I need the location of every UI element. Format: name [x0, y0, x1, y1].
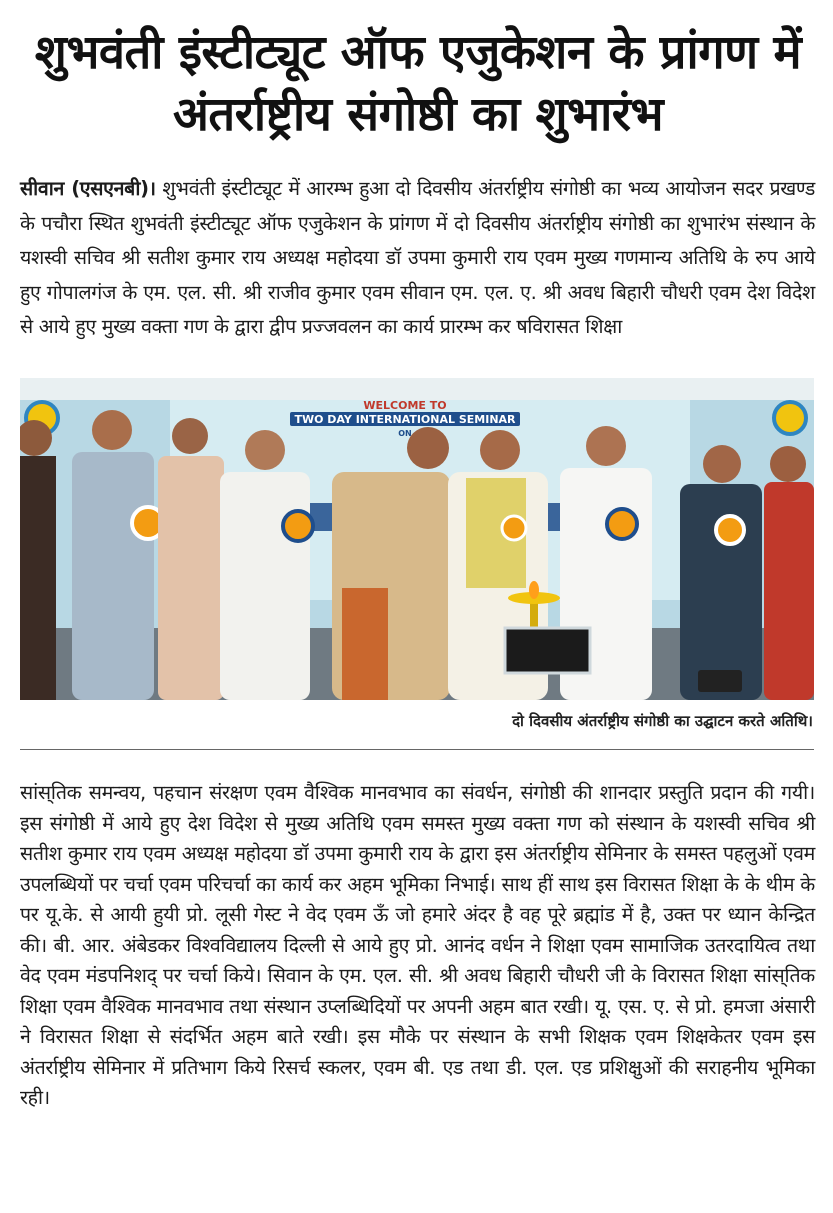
article-intro-text: शुभवंती इंस्टीट्यूट में आरम्भ हुआ दो दिवसीय अंतर्राष्ट्रीय संगोष्ठी का भव्य आयोजन सदर प्रखण्ड के पचौरा स्थित शुभवंती इंस्टीट्यूट ऑफ एजुकेशन के प्रांगण में दो दिवसीय अंतर्राष्ट्रीय संगोष्ठी का शुभारंभ संस्थान के यशस्वी सचिव श्री सतीश कुमार राय अध्यक्ष महोदया डॉ उपमा कुमारी राय एवम मुख्य गणमान्य अतिथि के रुप आये हुए गोपालगंज के एम. एल. सी. श्री राजीव कुमार एवम सीवान एम. एल. ए. श्री अवध बिहारी चौधरी एवम देश विदेश से आये हुए मुख्य वक्ता गण के द्वारा द्वीप प्रज्जवलन का कार्य प्रारम्भ कर षविरासत शिक्षा: [20, 177, 816, 338]
article-intro: [20, 172, 815, 345]
guest-3: [158, 418, 224, 700]
event-photo-illustration: [20, 378, 814, 700]
foreground-phone: [698, 670, 742, 692]
article-headline: शुभवंती इंस्टीट्यूट ऑफ एजुकेशन के प्रांगण में अंतर्राष्ट्रीय संगोष्ठी का शुभारंभ: [34, 25, 802, 142]
institute-logo-right-icon: [774, 402, 806, 434]
banner-seminar-text: TWO DAY INTERNATIONAL SEMINAR: [294, 413, 516, 426]
ceiling-strip: [20, 378, 814, 400]
banner-on-text: ON: [398, 429, 412, 438]
event-photo: [20, 378, 814, 700]
photo-caption: दो दिवसीय अंतर्राष्ट्रीय संगोष्ठी का उद्घाटन करते अतिथि।: [512, 712, 813, 730]
clipped-previous-article-strip: [0, 0, 833, 8]
guest-1: [20, 420, 56, 700]
article-body: सांस्‌तिक समन्वय, पहचान संरक्षण एवम वैश्विक मानवभाव का संवर्धन, संगोष्ठी की शानदार प्रस्तुति प्रदान की गयी। इस संगोष्ठी में आये हुए देश विदेश से मुख्य अतिथि एवम समस्त मुख्य वक्ता गण को संस्थान के यशस्वी सचिव श्री सतीश कुमार राय एवम अध्यक्ष महोदया डॉ उपमा कुमारी राय के द्वारा इस अंतर्राष्ट्रीय सेमिनार के समस्त पहलुओं एवम उपलब्धियों पर चर्चा एवम परिचर्चा का कार्य कर अहम भूमिका निभाई। साथ हीं साथ इस विरासत शिक्षा के के थीम के पर यू.के. से आयी हुयी प्रो. लूसी गेस्ट ने वेद एवम ऊँ जो हमारे अंदर है वह पूरे ब्रह्मांड में है, उक्त पर ध्यान केन्द्रित की। बी. आर. अंबेडकर विश्वविद्यालय दिल्ली से आये हुए प्रो. आनंद वर्धन ने शिक्षा एवम सामाजिक उतरदायित्व तथा वेद एवम मंडपनिशद् पर चर्चा किये। सिवान के एम. एल. सी. श्री अवध बिहारी चौधरी जी के विरासत शिक्षा सांस्‌तिक शिक्षा एवम वैश्विक मानवभाव तथा संस्थान उप्लब्धिदियों पर अपनी अहम बात रखी। यू. एस. ए. से प्रो. हमजा अंसारी ने विरासत शिक्षा से संदर्भित अहम बाते रखी। इस मौके पर संस्थान के सभी शिक्षक एवम शिक्षकेतर एवम इस अंतर्राष्ट्रीय सेमिनार में प्रतिभाग किये रिसर्च स्कलर, एवम बी. एड तथा डी. एल. एड प्रशिक्षुओं की सराहनीय भूमिका रही।: [20, 781, 815, 1109]
podium-monitor: [505, 628, 590, 673]
article-dateline: सीवान (एसएनबी)।: [20, 177, 156, 200]
guest-9: [764, 446, 814, 700]
section-divider: [20, 749, 814, 750]
banner-welcome-text: WELCOME TO: [363, 399, 447, 412]
